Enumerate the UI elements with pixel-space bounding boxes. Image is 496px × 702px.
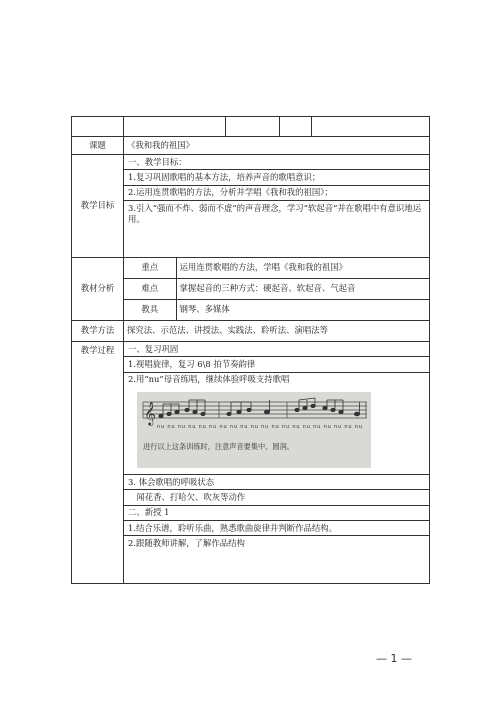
header-row	[72, 117, 430, 137]
header-cell	[312, 117, 430, 137]
objective-line: 一、教学目标：	[124, 155, 429, 170]
objective-line: 1.复习巩固歌唱的基本方法，培养声音的歌唱意识；	[124, 170, 429, 185]
material-value: 掌握起音的三种方式：硬起音、软起音、气起音	[176, 279, 429, 300]
process-line: 1.结合乐谱，聆听乐曲，熟悉歌曲旋律并判断作品结构。	[124, 521, 429, 536]
materials-label: 教材分析	[72, 258, 124, 321]
material-key: 教具	[124, 300, 176, 321]
process-row	[72, 342, 430, 584]
objectives-label: 教学目标	[72, 155, 124, 258]
process-line: 一、复习巩固	[124, 342, 429, 357]
music-notation-image	[137, 392, 371, 468]
objectives-row	[72, 155, 430, 258]
process-label: 教学过程	[72, 342, 124, 584]
materials-subtable	[124, 258, 429, 320]
topic-value: 《我和我的祖国》	[124, 137, 430, 155]
materials-content	[124, 258, 430, 321]
materials-row	[72, 258, 430, 321]
material-key: 难点	[124, 279, 176, 300]
header-cell	[72, 117, 124, 137]
process-line: 闻花香、打哈欠、吹灰等动作	[124, 490, 429, 505]
material-key: 重点	[124, 258, 176, 279]
objective-line: 3.引入“强而不炸、弱而不虚”的声音理念，学习“软起音“并在歌唱中有意识地运用。	[128, 202, 422, 224]
header-cell	[226, 117, 280, 137]
topic-row	[72, 137, 430, 155]
process-line: 2.跟随教师讲解，了解作品结构	[128, 537, 245, 548]
material-value: 运用连贯歌唱的方法，学唱《我和我的祖国》	[176, 258, 429, 279]
lyric-syllables: nu nu nu nu nu nu nu nu nu nu nu nu nu nu nu nu nu nu nu nu	[157, 424, 363, 431]
page-number: — 1 —	[376, 652, 412, 665]
topic-label: 课题	[72, 137, 124, 155]
methods-value: 探究法、示范法、讲授法、实践法、聆听法、演唱法等	[124, 321, 430, 342]
objectives-content	[124, 155, 430, 258]
objective-line: 2.运用连贯歌唱的方法，分析并学唱《我和我的祖国》；	[124, 186, 429, 201]
process-line: 1.视唱旋律，复习 6\8 拍节奏韵律	[124, 357, 429, 372]
material-row	[124, 258, 429, 279]
notation-caption: 进行以上这条训练时，注意声音要集中、圆润。	[143, 442, 294, 452]
material-row	[124, 300, 429, 321]
process-line: 2.用“nu”母音练唱，继续体验呼吸支持歌唱	[128, 374, 290, 385]
lesson-plan-table	[71, 116, 430, 584]
process-line: 二、新授 1	[124, 506, 429, 521]
material-value: 钢琴、多媒体	[179, 304, 230, 315]
process-content	[124, 342, 430, 584]
material-row	[124, 279, 429, 300]
header-cell	[124, 117, 226, 137]
svg-text:𝄞: 𝄞	[144, 401, 156, 426]
methods-row	[72, 321, 430, 342]
music-staff-graphic	[137, 392, 371, 468]
process-line: 3. 体会歌唱的呼吸状态	[124, 474, 429, 490]
header-cell	[280, 117, 312, 137]
methods-label: 教学方法	[72, 321, 124, 342]
